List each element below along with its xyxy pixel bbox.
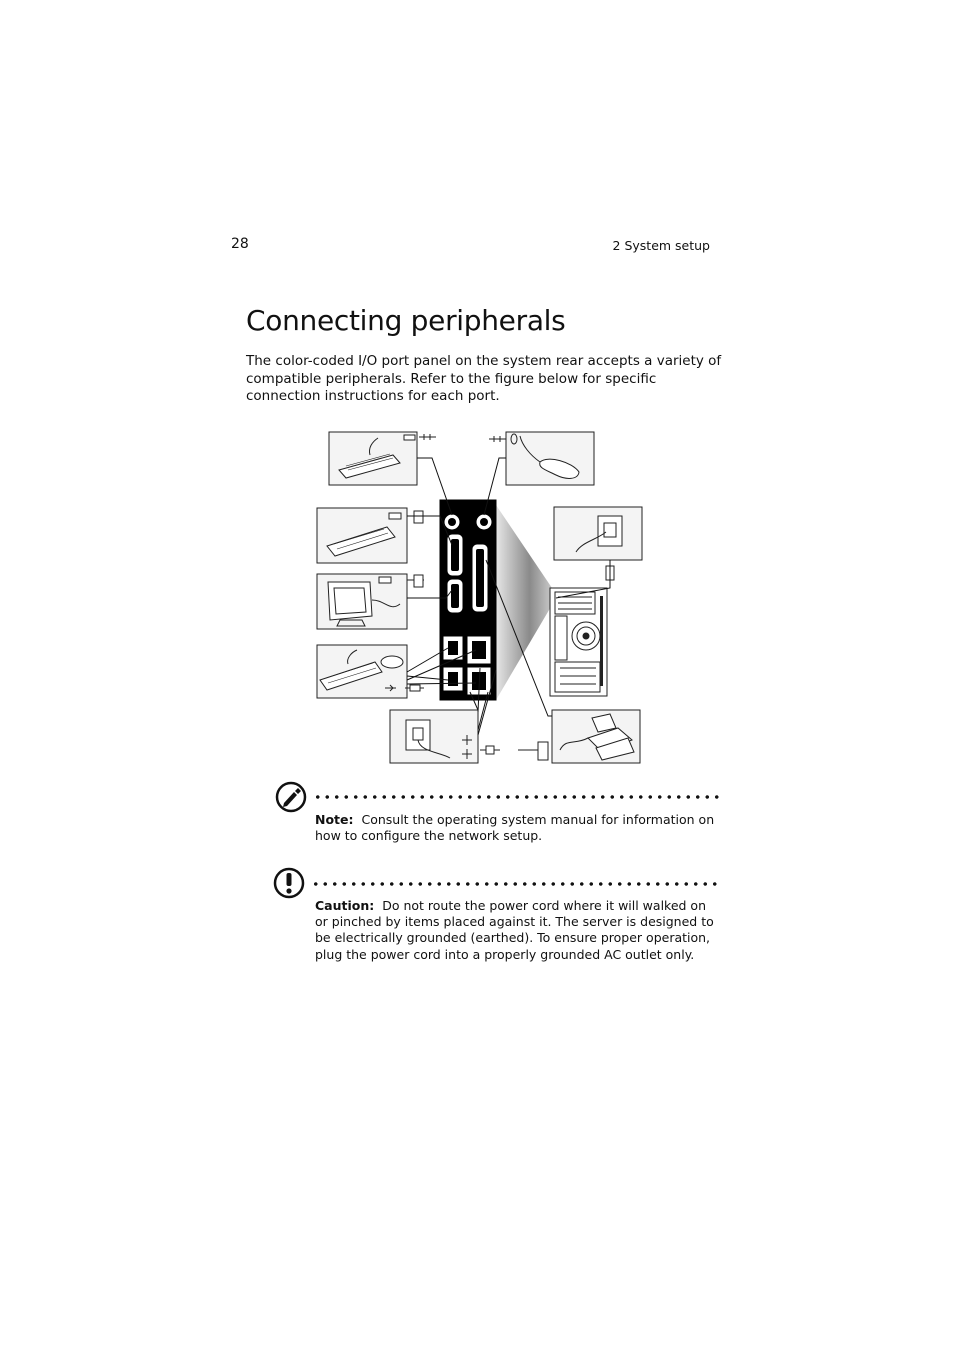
section-title: Connecting peripherals (246, 304, 566, 337)
modem-phone-box (554, 507, 642, 582)
note-body: Consult the operating system manual for information on how to configure the network setup. (315, 812, 715, 844)
intro-paragraph: The color-coded I/O port panel on the system rear accepts a variety of compatible peripherals. Refer to the figure below for specific connection instructions for each port. (246, 353, 722, 404)
printer-parallel-box (518, 710, 640, 763)
note-pen-icon (275, 781, 307, 813)
network-box (390, 710, 500, 763)
monitor-vga-box (317, 574, 424, 629)
caution-text (315, 898, 720, 963)
note-text (315, 812, 720, 844)
rear-io-panel (440, 500, 496, 700)
caution-label: Caution: (315, 898, 375, 913)
note-divider (313, 795, 723, 799)
note-label: Note: (315, 812, 354, 827)
io-port-connection-figure (300, 425, 660, 770)
running-head: 2 System setup (612, 238, 710, 253)
caution-exclamation-icon (273, 867, 305, 899)
server-tower (550, 588, 607, 696)
zoom-wedge (496, 505, 552, 700)
caution-divider (311, 882, 721, 886)
page-number: 28 (231, 236, 249, 252)
caution-body: Do not route the power cord where it will walked on or pinched by items placed against it. The server is designed to be electrically grounded (earthed). To ensure proper operation, plug the power cord into a properly grounded AC outlet only. (315, 898, 714, 962)
